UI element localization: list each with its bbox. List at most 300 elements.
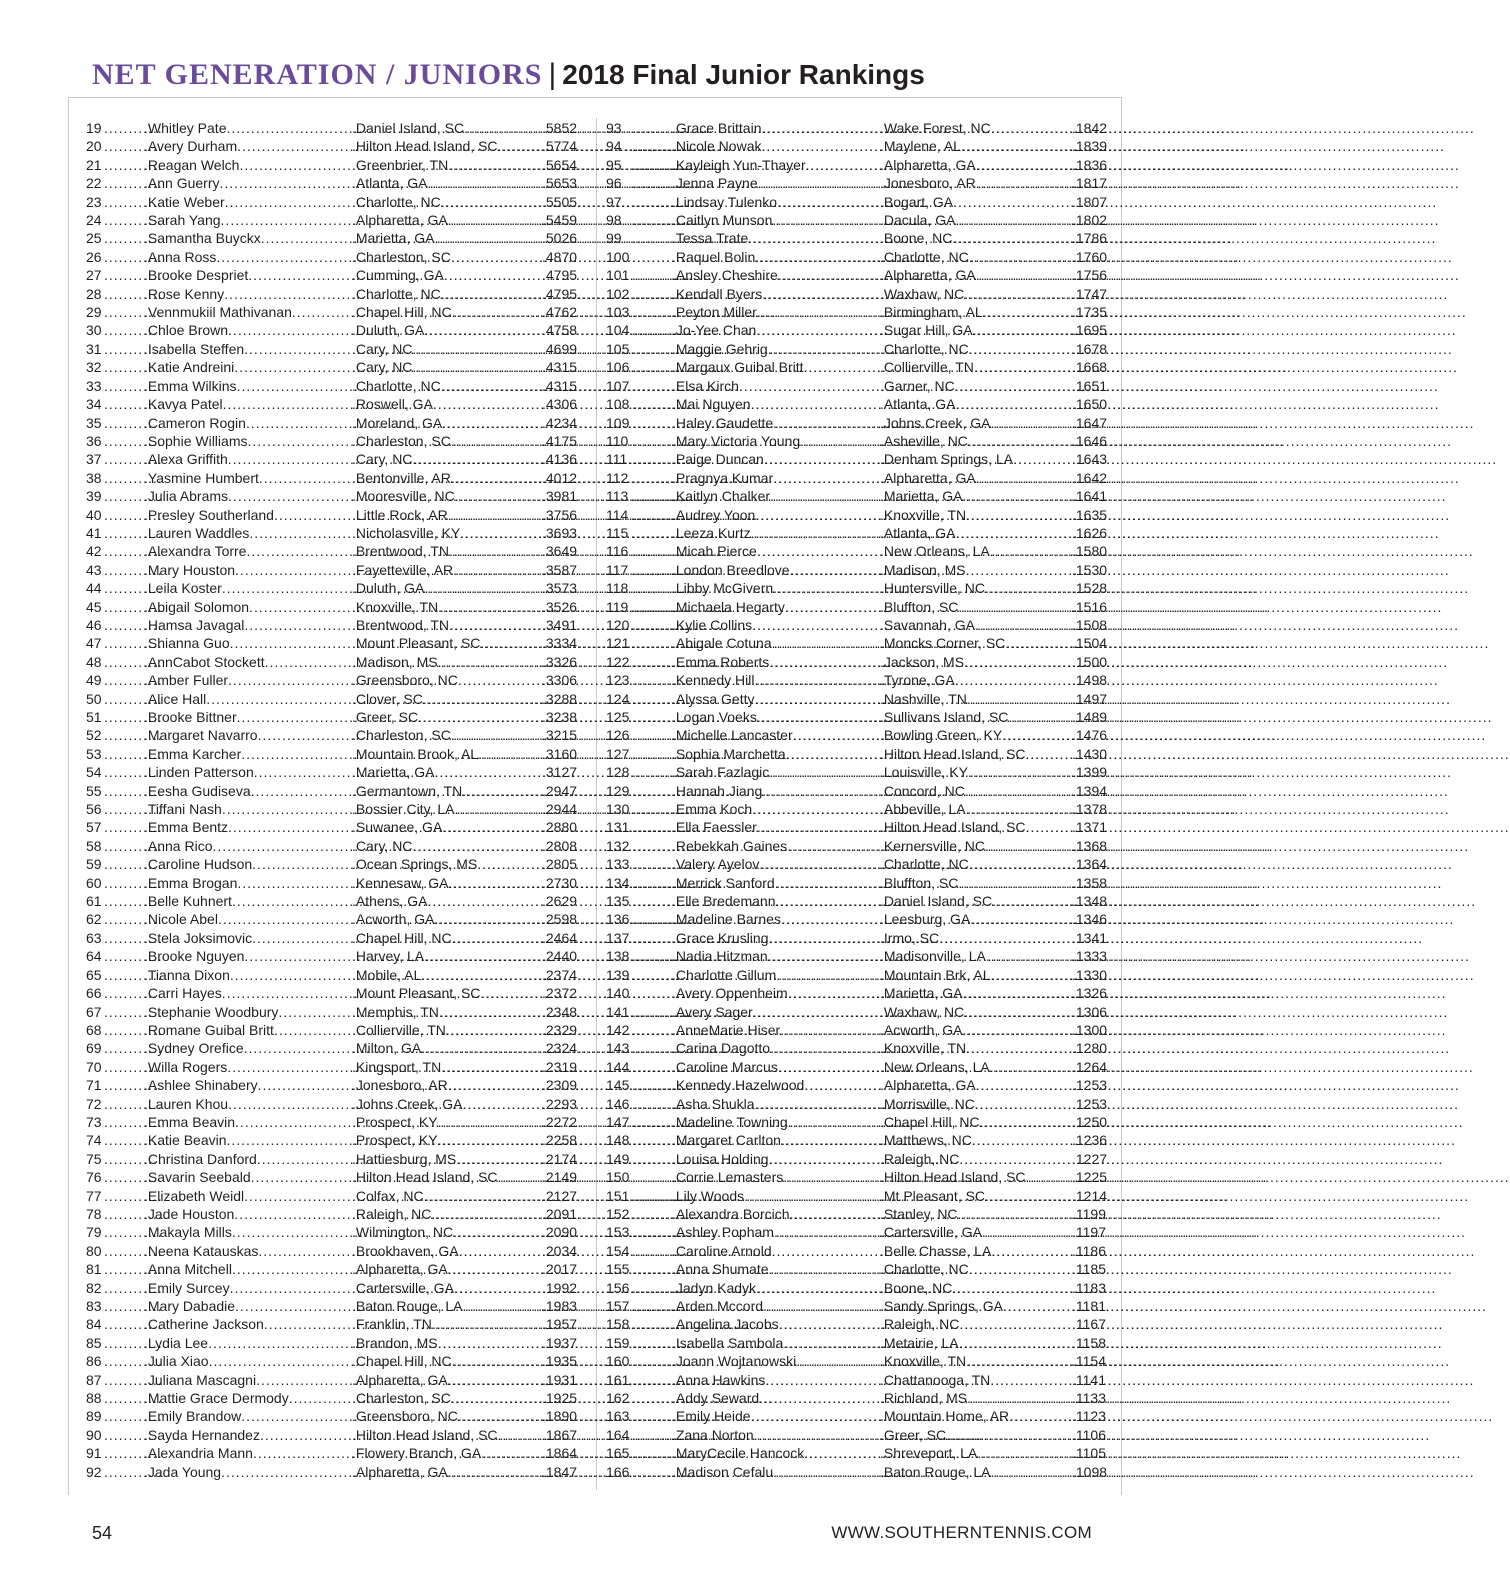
ranking-points: .1641 [1072,488,1108,505]
dot-leader [632,671,672,689]
player-hometown: .Baton Rouge, LA [880,1463,991,1480]
dot-leader [632,1113,672,1131]
rank-number: 127 [606,745,630,762]
player-name: .Louisa Holding [672,1150,769,1167]
player-name: .Emily Brandow [144,1408,242,1425]
rank-number: 109 [606,414,630,431]
ranking-points: .1253 [1072,1077,1108,1094]
player-name: .Margaret Navarro [144,727,258,744]
rank-number: 71 [86,1077,102,1094]
rank-number: 130 [606,801,630,818]
dot-leader [104,1021,144,1039]
player-name: .Sophia Marchetta [672,745,786,762]
dot-leader [104,579,144,597]
ranking-row [606,1058,1108,1076]
dot-leader [632,910,672,928]
player-hometown: .Nashville, TN [880,690,967,707]
ranking-points: .1167 [1072,1316,1106,1333]
rank-number: 112 [606,469,629,486]
player-name: .Anna Shumate [672,1261,769,1278]
player-hometown: .Abbeville, LA [880,801,966,818]
ranking-row [606,616,1108,634]
rank-number: 40 [86,506,102,523]
player-name: .Ann Guerry [144,175,220,192]
website-url: WWW.SOUTHERNTENNIS.COM [831,1523,1092,1542]
ranking-points: .1394 [1072,782,1108,799]
ranking-points: .1695 [1072,322,1108,339]
ranking-row [606,837,1108,855]
player-name: .Arden Mccord [672,1298,764,1314]
player-name: .Sarah Fazlagic [672,764,770,781]
player-name: .Presley Southerland [144,506,274,523]
ranking-points: .1890 [542,1408,578,1425]
dot-leader [955,211,1439,229]
player-hometown: .Brentwood, TN [352,543,450,560]
player-name: .Savarin Seebald [144,1169,251,1186]
player-name: .Kendall Byers [672,285,763,302]
dot-leader [632,1371,672,1389]
dot-leader [962,984,1446,1002]
dot-leader [632,690,672,708]
ranking-row [606,1334,1106,1352]
dot-leader [632,763,672,781]
rank-number: 88 [86,1390,102,1407]
ranking-points: .2272 [542,1113,578,1130]
rank-number: 46 [86,616,102,633]
dot-leader [104,984,144,1002]
player-hometown: .Atlanta, GA [880,524,956,541]
player-hometown: .Charlotte, NC [352,193,441,210]
ranking-points: .1651 [1072,377,1108,394]
ranking-row [86,1371,576,1389]
player-name: .Lily Woods [672,1187,745,1204]
rank-number: 74 [86,1132,102,1149]
rank-number: 28 [86,285,102,302]
ranking-points: .1489 [1072,709,1108,725]
rank-number: 124 [606,690,630,707]
frame-top-rule [68,97,1122,98]
rank-number: 107 [606,377,630,394]
player-name: .Jo-Yee Chan [672,322,757,339]
player-hometown: .Mt Pleasant, SC [880,1187,986,1204]
player-hometown: .Bluffton, SC [880,598,959,615]
rank-number: 20 [86,138,102,155]
rank-number: 144 [606,1058,630,1075]
player-name: .Brooke Bittner [144,709,237,725]
player-name: .Jadyn Kadyk [672,1279,757,1296]
rank-number: 137 [606,929,630,946]
ranking-row [86,285,576,303]
ranking-points: .1867 [542,1426,578,1443]
dot-leader [967,1389,1451,1407]
ranking-row [606,1426,1106,1444]
ranking-row [86,947,576,965]
dot-leader [976,174,1460,192]
player-hometown: .Charlotte, NC [880,248,969,265]
player-hometown: .Marietta, GA [352,230,435,247]
rank-number: 102 [606,285,630,302]
rank-number: 158 [606,1316,630,1333]
player-hometown: .Johns Creek, GA [880,414,991,431]
dot-leader [632,487,672,505]
player-hometown: .Garner, NC [880,377,955,394]
ranking-row [86,616,576,634]
ranking-row [606,726,1108,744]
dot-leader [632,1334,672,1352]
player-name: .Brooke Despriet [144,267,249,284]
rank-number: 135 [606,893,630,910]
dot-leader [632,432,672,450]
ranking-points: .4175 [542,432,578,449]
rank-number: 139 [606,966,630,983]
ranking-row [86,1242,576,1260]
dot-leader [632,1407,672,1425]
rank-number: 72 [86,1095,102,1112]
rank-number: 84 [86,1316,102,1333]
ranking-row [86,653,576,671]
player-name: .Vennmukiil Mathivanan [144,304,292,321]
rank-number: 160 [606,1353,630,1370]
dot-leader [966,561,1450,579]
rank-number: 22 [86,175,102,192]
player-hometown: .Moreland, GA [352,414,443,431]
dot-leader [632,414,672,432]
ranking-row [86,708,576,726]
player-hometown: .Charleston, SC [352,432,451,449]
player-name: .Carina Dagotto [672,1040,771,1057]
dot-leader [632,1297,672,1315]
player-name: .Micah Pierce [672,543,757,560]
ranking-points: .1358 [1072,874,1108,891]
dot-leader [104,211,144,229]
player-name: .Caitlyn Munson [672,212,773,229]
dot-leader [104,1187,144,1205]
player-name: .AnnCabot Stockett [144,653,265,670]
player-hometown: .Greensboro, NC [352,1408,458,1425]
rank-number: 33 [86,377,102,394]
ranking-row [86,837,576,855]
player-name: .Valery Ayelov [672,856,760,873]
dot-leader [104,763,144,781]
player-name: .Michaela Hegarty [672,598,785,615]
player-hometown: .Leesburg, GA [880,911,971,928]
dot-leader [104,598,144,616]
rank-number: 159 [606,1334,630,1351]
ranking-row [606,1168,1108,1186]
player-name: .Sophie Williams [144,432,248,449]
dot-leader [104,1279,144,1297]
player-hometown: .Brookhaven, GA [352,1242,459,1259]
dot-leader [104,174,144,192]
player-hometown: .Mountain Brk, AL [880,966,991,983]
rank-number: 47 [86,635,102,652]
player-hometown: .Matthews, NC [880,1132,972,1149]
dot-leader [104,1113,144,1131]
rank-number: 58 [86,837,102,854]
player-name: .Mattie Grace Dermody [144,1390,289,1407]
rank-number: 152 [606,1205,630,1222]
ranking-row [86,1076,576,1094]
dot-leader [990,1371,1474,1389]
player-name: .Ansley Cheshire [672,267,778,284]
dot-leader [104,1407,144,1425]
rank-number: 113 [606,488,629,505]
dot-leader [632,1021,672,1039]
dot-leader [632,340,672,358]
rank-number: 165 [606,1445,630,1462]
dot-leader [967,690,1451,708]
player-name: .Paige Duncan [672,451,764,468]
player-hometown: .Memphis, TN [352,1003,439,1020]
player-hometown: .Atlanta, GA [880,396,956,413]
dot-leader [104,248,144,266]
dot-leader [962,487,1446,505]
player-hometown: .Duluth, GA [352,580,425,597]
ranking-points: .2808 [542,837,578,854]
dot-leader [104,634,144,652]
ranking-row [86,174,576,192]
player-hometown: .Charlotte, NC [352,377,441,394]
dot-leader [964,653,1448,671]
ranking-points: .2944 [542,801,578,818]
dot-leader [104,1223,144,1241]
player-name: .Isabella Steffen [144,340,245,357]
player-name: .Elsa Kirch [672,377,739,394]
dot-leader [632,579,672,597]
rank-number: 41 [86,524,102,541]
player-name: .Anna Hawkins [672,1371,766,1388]
ranking-row [606,340,1108,358]
player-name: .Kennedy Hill [672,672,755,689]
ranking-points: .1183 [1072,1279,1106,1296]
player-name: .Catherine Jackson [144,1316,264,1333]
dot-leader [104,119,144,137]
player-hometown: .Johns Creek, GA [352,1095,463,1112]
dot-leader [632,616,672,634]
ranking-row [606,929,1108,947]
rank-number: 103 [606,304,630,321]
rank-number: 26 [86,248,102,265]
ranking-row [606,395,1108,413]
player-hometown: .Alpharetta, GA [352,212,448,229]
rank-number: 49 [86,672,102,689]
ranking-points: .1842 [1072,120,1108,136]
player-name: .Ella Faessler [672,819,757,836]
player-hometown: .Charlotte, NC [880,856,969,873]
dot-leader [991,119,1475,137]
ranking-points: .1497 [1072,690,1108,707]
player-hometown: .Collierville, TN [880,359,974,376]
player-name: .Alice Hall [144,690,207,707]
player-name: .Kaitlyn Chalker [672,488,771,505]
ranking-row [606,671,1108,689]
dot-leader [975,1095,1459,1113]
rank-number: 153 [606,1224,630,1241]
rank-number: 121 [606,635,630,652]
player-name: .Willa Rogers [144,1058,228,1075]
player-name: .Emma Brogan [144,874,238,891]
player-hometown: .Kingsport, TN [352,1058,442,1075]
dot-leader [104,818,144,836]
ranking-row [606,1389,1106,1407]
ranking-row [606,984,1108,1002]
player-hometown: .Marietta, GA [352,764,435,781]
dot-leader [976,266,1460,284]
player-name: .Margaux Guibal Britt [672,359,804,376]
player-name: .Tiffani Nash [144,801,222,818]
dot-leader [632,285,672,303]
player-hometown: .Maylene, AL [880,138,961,155]
player-hometown: .Sugar Hill, GA [880,322,973,339]
dot-leader [955,671,1439,689]
rank-number: 42 [86,543,102,560]
player-hometown: .Hilton Head Island, SC [352,1169,498,1186]
player-name: .Mary Victoria Young [672,432,801,449]
player-hometown: .Alpharetta, GA [880,469,976,486]
player-hometown: .Charleston, SC [352,1390,451,1407]
ranking-points: .5774 [542,138,578,155]
player-name: .Logan Voeks [672,709,757,725]
dot-leader [104,892,144,910]
dot-leader [958,874,1442,892]
player-name: .Rebekkah Gaines [672,837,788,854]
dot-leader [632,1039,672,1057]
ranking-row [606,1205,1106,1223]
player-name: .Jade Houston [144,1205,235,1222]
player-name: .Cameron Rogin [144,414,246,431]
rank-number: 126 [606,727,630,744]
player-hometown: .New Orleans, LA [880,1058,990,1075]
player-name: .Kennedy Hazelwood [672,1077,805,1094]
ranking-points: .2947 [542,782,578,799]
player-name: .Alexandra Torre [144,543,247,560]
ranking-points: .3587 [542,561,578,578]
player-hometown: .Brentwood, TN [352,616,450,633]
ranking-row [86,506,576,524]
player-name: .Mary Houston [144,561,236,578]
player-hometown: .Sullivans Island, SC [880,709,1009,725]
ranking-row [606,782,1108,800]
ranking-points: .1098 [1072,1463,1108,1480]
player-hometown: .Madisonville, LA [880,948,986,965]
player-hometown: .Knoxville, TN [352,598,439,615]
dot-leader [104,1242,144,1260]
rank-number: 123 [606,672,630,689]
rank-number: 125 [606,709,630,725]
player-hometown: .Alpharetta, GA [880,156,976,173]
dot-leader [985,837,1469,855]
ranking-row [86,358,576,376]
player-hometown: .Cary, NC [352,359,413,376]
player-hometown: .Clover, SC [352,690,423,707]
player-hometown: .Cary, NC [352,451,413,468]
ranking-points: .3238 [542,709,578,725]
player-name: .Mary Dabadie [144,1298,236,1314]
dot-leader [982,1223,1466,1241]
dot-leader [632,874,672,892]
ranking-row [86,1021,576,1039]
dot-leader [632,1187,672,1205]
ranking-row [86,1389,576,1407]
player-name: .Joann Wojtanowski [672,1353,797,1370]
rank-number: 164 [606,1426,630,1443]
ranking-points: .1925 [542,1390,578,1407]
ranking-points: .1983 [542,1298,578,1314]
ranking-row [606,745,1108,763]
rank-number: 148 [606,1132,630,1149]
rank-number: 97 [606,193,622,210]
ranking-points: .1225 [1072,1169,1108,1186]
ranking-points: .1123 [1072,1408,1106,1425]
dot-leader [104,1039,144,1057]
dot-leader [104,1444,144,1462]
player-hometown: .Shreveport, LA [880,1445,978,1462]
player-hometown: .Nicholasville, KY [352,524,461,541]
ranking-row [606,229,1108,247]
ranking-row [86,763,576,781]
rank-number: 104 [606,322,630,339]
player-hometown: .Milton, GA [352,1040,422,1057]
player-name: .Isabella Sambola [672,1334,784,1351]
dot-leader [104,690,144,708]
dot-leader [953,193,1437,211]
ranking-points: .2372 [542,985,578,1002]
ranking-points: .1227 [1072,1150,1108,1167]
dot-leader [985,1187,1469,1205]
ranking-points: .2440 [542,948,578,965]
player-name: .Amber Fuller [144,672,229,689]
dot-leader [632,321,672,339]
player-hometown: .Cartersville, GA [880,1224,982,1241]
player-hometown: .Mountain Home, AR [880,1408,1010,1425]
rank-number: 99 [606,230,622,247]
ranking-points: .1106 [1072,1426,1106,1443]
player-name: .Linden Patterson [144,764,254,781]
rank-number: 51 [86,709,102,725]
player-name: .Pragnya Kumar [672,469,774,486]
dot-leader [632,229,672,247]
player-name: .Abigale Cotuna [672,635,772,652]
player-name: .Julia Xiao [144,1353,209,1370]
ranking-row [86,910,576,928]
ranking-points: .1185 [1072,1261,1106,1278]
ranking-row [606,1187,1108,1205]
player-name: .Katie Weber [144,193,225,210]
player-hometown: .Huntersville, NC [880,580,986,597]
ranking-points: .2258 [542,1132,578,1149]
dot-leader [104,1168,144,1186]
rank-number: 131 [606,819,630,836]
ranking-row [606,487,1108,505]
player-hometown: .Bluffton, SC [880,874,959,891]
rank-number: 85 [86,1334,102,1351]
player-hometown: .Franklin, TN [352,1316,432,1333]
ranking-points: .2629 [542,893,578,910]
dot-leader [632,598,672,616]
player-name: .Maggie Gehrig [672,340,768,357]
dot-leader [104,1076,144,1094]
player-hometown: .Chapel Hill, NC [352,1353,452,1370]
rank-number: 89 [86,1408,102,1425]
ranking-row [606,1113,1108,1131]
ranking-row [606,506,1108,524]
player-hometown: .Jonesboro, AR [352,1077,448,1094]
player-hometown: .Hattiesburg, MS [352,1150,457,1167]
dot-leader [632,450,672,468]
player-name: .Whitley Pate [144,120,227,136]
ranking-row [606,377,1108,395]
ranking-points: .1300 [1072,1021,1108,1038]
